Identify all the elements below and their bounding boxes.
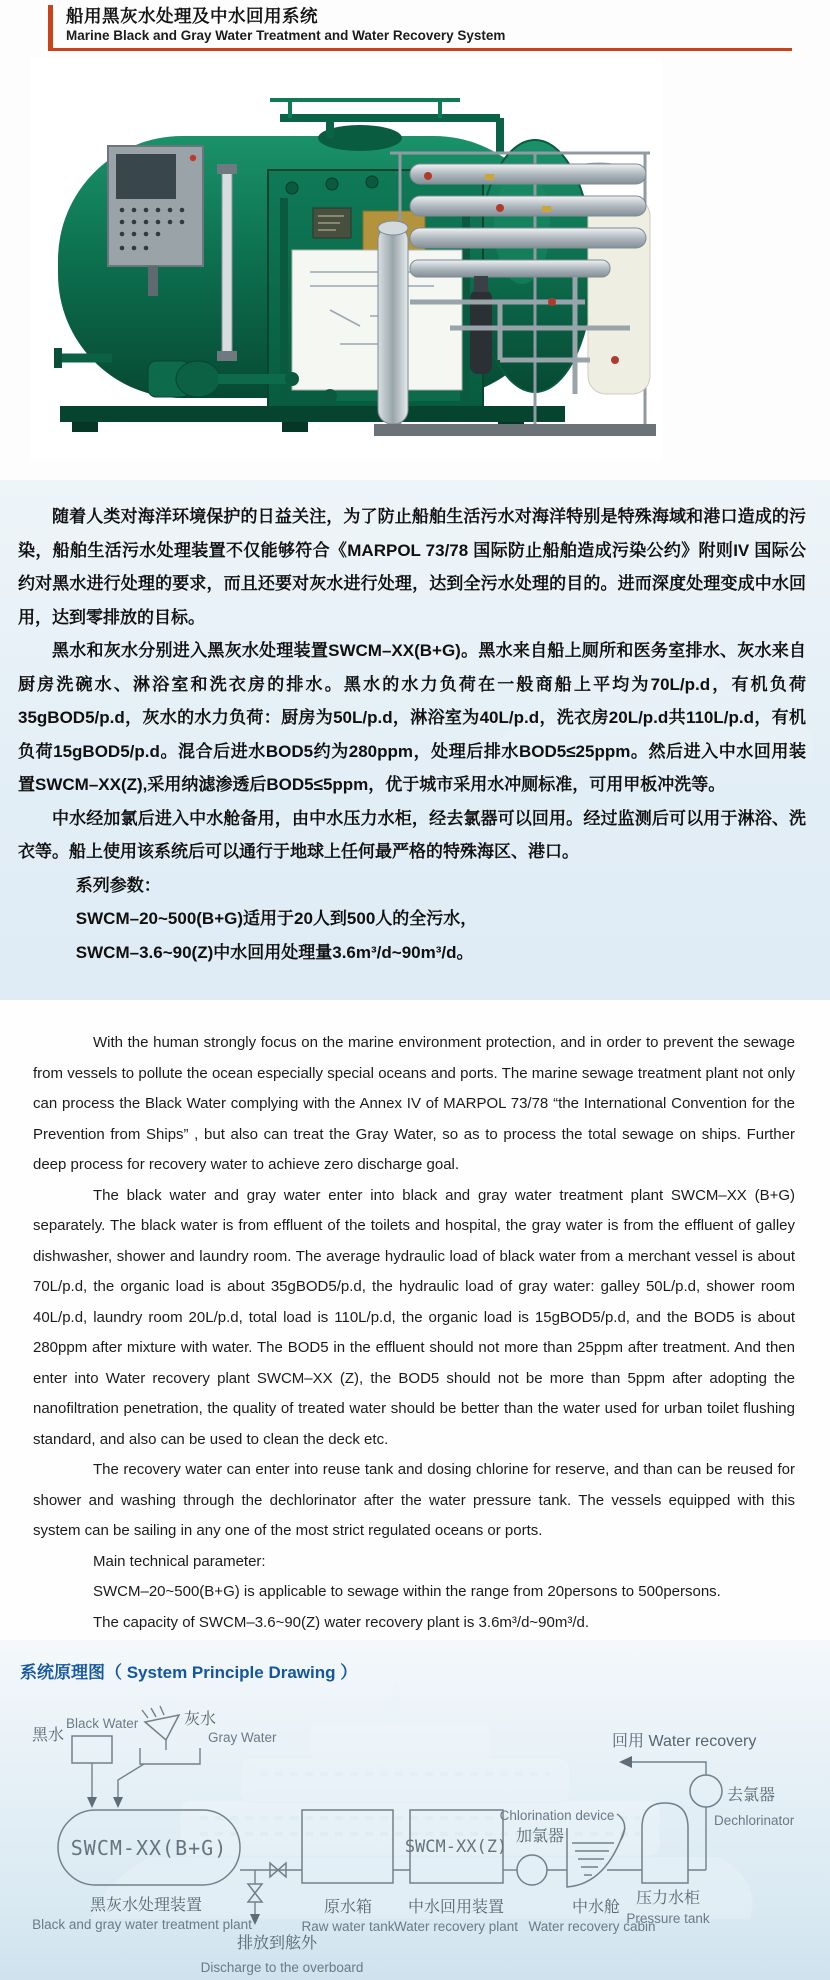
discharge-label-en: Discharge to the overboard xyxy=(200,1960,364,1975)
plant-z-label-en: Water recovery plant xyxy=(393,1919,519,1934)
dechlorinator-circle xyxy=(690,1775,722,1807)
plant-z-title: SWCM-XX(Z) xyxy=(404,1837,508,1857)
pressure-label-en: Pressure tank xyxy=(626,1911,710,1926)
paragraph-en-1: With the human strongly focus on the marine environment protection, and in order to prevent the sewage from vessels to pollute the ocean especially special oceans and ports. The marine sewage treatment plant not only can process the Black Water complying with the Annex IV of MARPOL 73/78 “the International Convention for the Prevention from Ships” , but also can treat the Gray Water, so as to process the total sewage on ships. Further deep process for recovery water to achieve zero discharge goal. xyxy=(33,1034,795,1173)
paragraph-en-3: The recovery water can enter into reuse tank and dosing chlorine for reserve, and than can be reused for shower and washing through the dechlorinator after the water pressure tank. The vessels equipped with this system can be sailing in any one of the most strict regulated oceans or ports. xyxy=(33,1461,795,1539)
main-params-heading-en: Main technical parameter: xyxy=(93,1552,266,1570)
paragraph-zh-1: 随着人类对海洋环境保护的日益关注，为了防止船舶生活污水对海洋特别是特殊海域和港口造成的污染，船舶生活污水处理装置不仅能够符合《MARPOL 73/78 国际防止船舶造成污染公约》附则IV 国际公约对黑水进行处理的要求，而且还要对灰水进行处理，达到全污水处理的目的。进而深度处理变成中水回用，达到零排放的目标。 xyxy=(18,507,806,627)
english-description-section xyxy=(0,1000,830,1640)
raw-water-tank-box xyxy=(302,1810,393,1883)
flow-diagram xyxy=(0,1700,830,1980)
raw-tank-label-zh: 原水箱 xyxy=(323,1899,373,1916)
system-principle-section xyxy=(0,1640,830,1980)
chlorination-label-en: Chlorination device xyxy=(499,1808,615,1823)
dechlorinator-label-en: Dechlorinator xyxy=(714,1813,795,1828)
plant-bg-title: SWCM-XX(B+G) xyxy=(70,1836,228,1860)
arrow-left-icon xyxy=(619,1756,632,1768)
treatment-plant-node xyxy=(32,1810,252,1932)
product-photo-illustration xyxy=(30,58,662,460)
cabin-label-zh: 中水舱 xyxy=(571,1899,621,1916)
chlorination-node xyxy=(500,1808,615,1885)
paragraph-zh-3: 中水经加氯后进入中水舱备用，由中水压力水柜，经去氯器可以回用。经过监测后可以用于淋浴、洗衣等。船上使用该系统后可以通行于地球上任何最严格的特殊海区、港口。 xyxy=(18,808,806,861)
plant-z-label-zh: 中水回用装置 xyxy=(407,1899,505,1916)
plant-bg-label-zh: 黑灰水处理装置 xyxy=(89,1897,203,1914)
series-param-zh-1: SWCM–20~500(B+G)适用于20人到500人的全污水， xyxy=(75,909,478,928)
white-storage-tank xyxy=(588,198,650,394)
pipe-plant-to-rawtank xyxy=(240,1863,302,1877)
cabin-label-en: Water recovery cabin xyxy=(528,1919,656,1934)
main-param-en-1: SWCM–20~500(B+G) is applicable to sewage within the range from 20persons to 500persons. xyxy=(93,1583,721,1600)
doc-header xyxy=(48,5,792,51)
drawing-heading: 系统原理图（ System Principle Drawing ） xyxy=(20,1663,358,1682)
plant-bg-label-en: Black and gray water treatment plant xyxy=(32,1917,252,1932)
black-water-box xyxy=(72,1736,112,1763)
page-title-zh: 船用黑灰水处理及中水回用系统 xyxy=(66,6,318,26)
chlorination-circle xyxy=(517,1855,547,1885)
series-params-heading-zh: 系列参数： xyxy=(75,875,161,895)
black-water-source xyxy=(32,1716,139,1808)
pressure-tank-shape xyxy=(642,1803,688,1883)
valve-icon xyxy=(248,1884,262,1893)
black-water-label-en: Black Water xyxy=(66,1716,139,1731)
chlorination-label-zh: 加氯器 xyxy=(515,1828,565,1845)
paragraph-zh-2: 黑水和灰水分别进入黑灰水处理装置SWCM–XX(B+G)。黑水来自船上厕所和医务室排水、灰水来自厨房洗碗水、淋浴室和洗衣房的排水。黑水的水力负荷在一般商船上平均为70L/p.d，有机负荷35gBOD5/p.d，灰水的水力负荷：厨房为50L/p.d，淋浴室为40L/p.d，洗衣房20L/p.d共110L/p.d，有机负荷15gBOD5/p.d。混合后进水BOD5约为280ppm，处理后排水BOD5≤25ppm。然后进入中水回用装置SWCM–XX(Z),采用纳滤渗透后BOD5≤5ppm，优于城市采用水冲厕标准，可用甲板冲洗等。 xyxy=(18,641,806,794)
main-param-en-2: The capacity of SWCM–3.6~90(Z) water recovery plant is 3.6m³/d~90m³/d. xyxy=(93,1613,590,1631)
gray-water-label-zh: 灰水 xyxy=(184,1711,217,1728)
paragraph-en-2: The black water and gray water enter into black and gray water treatment plant SWCM–XX (B+G) separately. The black water is from effluent of the toilets and hospital, the gray water is from the effluent of galley dishwasher, shower and laundry room. The average hydraulic load of black water from a merchant vessel is about 70L/p.d, the organic load is about 35gBOD5/p.d, the hydraulic load of gray water: galley 50L/p.d, shower room 40L/p.d, laundry room 20L/p.d, total load is 110L/p.d, the organic load is 15gBOD5/p.d, and the BOD5 is about 280ppm after mixture with water. The BOD5 in the effluent should not more than 25ppm after treatment. And then enter into Water recovery plant SWCM–XX (Z), the BOD5 should not be more than 5ppm after adopting the nanofiltration penetration, the quality of treated water should be better than the water used for urban toilet flushing standard, and also can be used to clean the deck etc. xyxy=(33,1186,795,1448)
discharge-label-zh: 排放到舷外 xyxy=(236,1935,318,1952)
black-water-label-zh: 黑水 xyxy=(32,1727,65,1744)
dechlorinator-label-zh: 去氯器 xyxy=(727,1787,776,1804)
pressure-tank-node xyxy=(626,1803,710,1926)
recovery-plant-node xyxy=(394,1810,518,1934)
valve-icon xyxy=(248,1893,262,1902)
vertical-filter-cylinder xyxy=(378,226,408,424)
arrow-down-icon xyxy=(113,1797,123,1808)
gray-water-label-en: Gray Water xyxy=(208,1730,277,1745)
product-photo xyxy=(30,58,662,460)
raw-tank-label-en: Raw water tank xyxy=(301,1919,395,1934)
chinese-description-section xyxy=(0,480,830,1000)
arrow-down-icon xyxy=(87,1797,97,1808)
recovery-output xyxy=(612,1732,756,1775)
gray-water-funnel xyxy=(145,1715,179,1740)
raw-water-tank-node xyxy=(301,1810,410,1934)
series-param-zh-2: SWCM–3.6~90(Z)中水回用处理量3.6m³/d~90m³/d。 xyxy=(75,942,474,962)
cabin-shape xyxy=(567,1828,625,1887)
recovery-label: 回用 Water recovery xyxy=(612,1733,757,1750)
pressure-label-zh: 压力水柜 xyxy=(635,1890,701,1907)
page-title-en: Marine Black and Gray Water Treatment and Water Recovery System xyxy=(66,28,506,43)
